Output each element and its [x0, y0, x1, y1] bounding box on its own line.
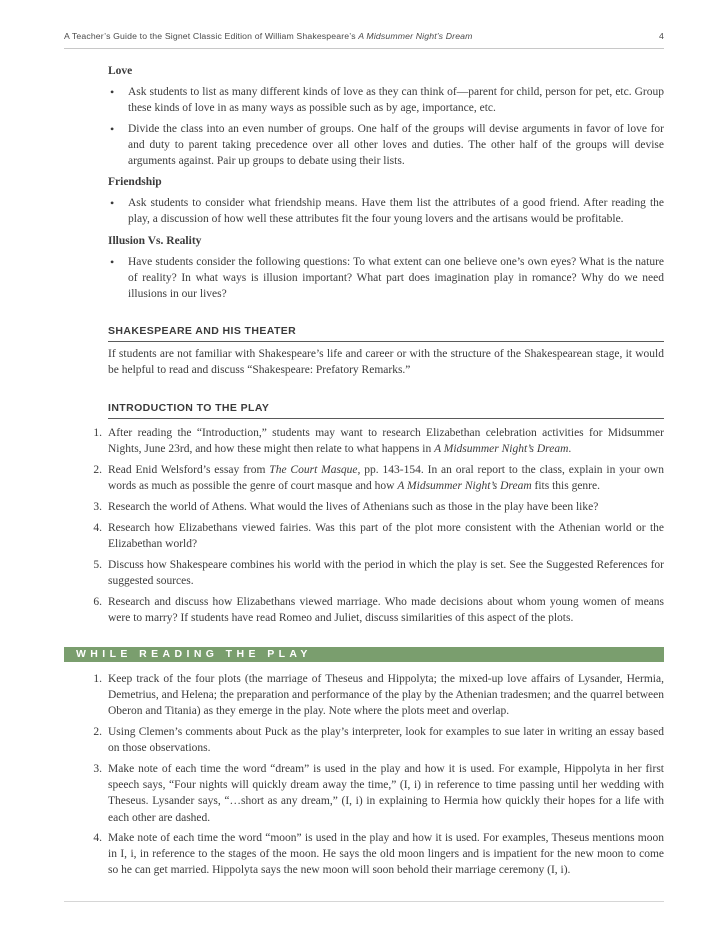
intro-item-1-text: After reading the “Introduction,” students may want to research Elizabethan celebration activities for Midsummer Nights, June 23rd, and how these might then relate to what happens in A Midsummer Night’s Dream. [108, 427, 664, 456]
item-number: 3. [93, 501, 102, 513]
illusion-bullet-1 [108, 254, 664, 303]
item-number: 6. [93, 596, 102, 608]
love-bullet-1 [108, 84, 664, 116]
intro-item-3 [93, 499, 664, 515]
item-number: 1. [93, 673, 102, 685]
while-item-3 [93, 761, 664, 826]
page-number: 4 [659, 31, 664, 41]
intro-item-2-text: Read Enid Welsford’s essay from The Court Masque, pp. 143-154. In an oral report to the class, explain in your own words as much as possible the genre of court masque and how A Midsummer Night’s Dream fits this genre. [108, 464, 664, 493]
item-number: 2. [93, 726, 102, 738]
friendship-heading: Friendship [108, 176, 162, 188]
intro-item-6 [93, 594, 664, 626]
shakespeare-theater-heading: SHAKESPEARE AND HIS THEATER [108, 323, 664, 342]
while-item-4 [93, 830, 664, 879]
love-bullet-2-text: Divide the class into an even number of groups. One half of the groups will devise arguments in favor of love for and duty to parent taking precedence over all other loves and duties. The other half of the groups will devise arguments against. Pair up groups to debate using their lists. [128, 123, 664, 168]
item-number: 5. [93, 559, 102, 571]
intro-item-1 [93, 425, 664, 457]
intro-item-5-text: Discuss how Shakespeare combines his world with the period in which the play is set. See the Suggested References for suggested sources. [108, 559, 664, 588]
intro-item-4 [93, 520, 664, 552]
header-title-italic: A Midsummer Night’s Dream [358, 31, 473, 41]
item-number: 3. [93, 763, 102, 775]
intro-item-6-text: Research and discuss how Elizabethans viewed marriage. Who made decisions about whom young women of means were to marry? If students have read Romeo and Juliet, discuss similarities of this aspect of the plots. [108, 596, 664, 625]
while-item-1-text: Keep track of the four plots (the marriage of Theseus and Hippolyta; the mixed-up love affairs of Lysander, Hermia, Demetrius, and Helena; the preparation and performance of the play by the Athenian tradesmen; and the quarrel between Oberon and Titania) as they emerge in the play. Note where the plots meet and overlap. [108, 673, 664, 718]
bullet-icon: • [110, 122, 115, 136]
header-title [64, 31, 473, 41]
love-heading: Love [108, 65, 133, 77]
while-item-2-text: Using Clemen’s comments about Puck as the play’s interpreter, look for examples to sue later in writing an essay based on those observations. [108, 726, 664, 755]
item-number: 4. [93, 522, 102, 534]
bullet-icon: • [110, 85, 115, 99]
item-number: 1. [93, 427, 102, 439]
intro-item-3-text: Research the world of Athens. What would the lives of Athenians such as those in the play have been like? [108, 501, 599, 513]
friendship-bullet-1 [108, 195, 664, 227]
intro-item-2 [93, 462, 664, 494]
love-bullet-1-text: Ask students to list as many different kinds of love as they can think of—parent for child, person for pet, etc. Group these kinds of love in as many ways as possible such as by age, importance, etc. [128, 86, 664, 115]
footer-rule [64, 901, 664, 902]
illusion-heading: Illusion Vs. Reality [108, 235, 202, 247]
intro-item-5 [93, 557, 664, 589]
page-header [64, 31, 664, 45]
while-reading-banner [64, 647, 664, 662]
shakespeare-theater-paragraph: If students are not familiar with Shakespeare’s life and career or with the structure of the Shakespearean stage, it would be helpful to read and discuss “Shakespeare: Prefatory Remarks.” [108, 348, 664, 377]
while-reading-banner-text: WHILE READING THE PLAY [76, 648, 312, 660]
introduction-heading: INTRODUCTION TO THE PLAY [108, 400, 664, 419]
illusion-bullet-1-text: Have students consider the following questions: To what extent can one believe one’s own eyes? What is the nature of reality? In what ways is illusion important? What part does imagination play in romance? Why do we need illusions in our lives? [128, 256, 664, 301]
intro-item-4-text: Research how Elizabethans viewed fairies. Was this part of the plot more consistent with the Athenian world or the Elizabethan world? [108, 522, 664, 551]
while-item-1 [93, 671, 664, 720]
while-item-4-text: Make note of each time the word “moon” is used in the play and how it is used. For examples, Theseus mentions moon in I, i, in reference to the stages of the moon. He says the old moon lingers and is impatient for the new moon to come so he can get married. Hippolyta says the new moon will soon behold their marriage ceremony (I, i). [108, 832, 664, 877]
bullet-icon: • [110, 255, 115, 269]
bullet-icon: • [110, 196, 115, 210]
item-number: 4. [93, 832, 102, 844]
item-number: 2. [93, 464, 102, 476]
while-item-2 [93, 724, 664, 756]
while-item-3-text: Make note of each time the word “dream” is used in the play and how it is used. For example, Hippolyta in her first speech says, “Four nights will quickly dream away the time,” (I, i) in reference to time passing until her wedding with Theseus. Lysander says, “…short as any dream,” (I, i) in explaining to Hermia how quickly their hopes for a life with each other are dashed. [108, 763, 664, 824]
love-bullet-2 [108, 121, 664, 170]
header-title-prefix: A Teacher’s Guide to the Signet Classic Edition of William Shakespeare’s [64, 31, 359, 41]
friendship-bullet-1-text: Ask students to consider what friendship means. Have them list the attributes of a good friend. After reading the play, a discussion of how well these attributes fit the four young lovers and the artisans would be profitable. [128, 197, 664, 226]
header-rule [64, 48, 664, 49]
